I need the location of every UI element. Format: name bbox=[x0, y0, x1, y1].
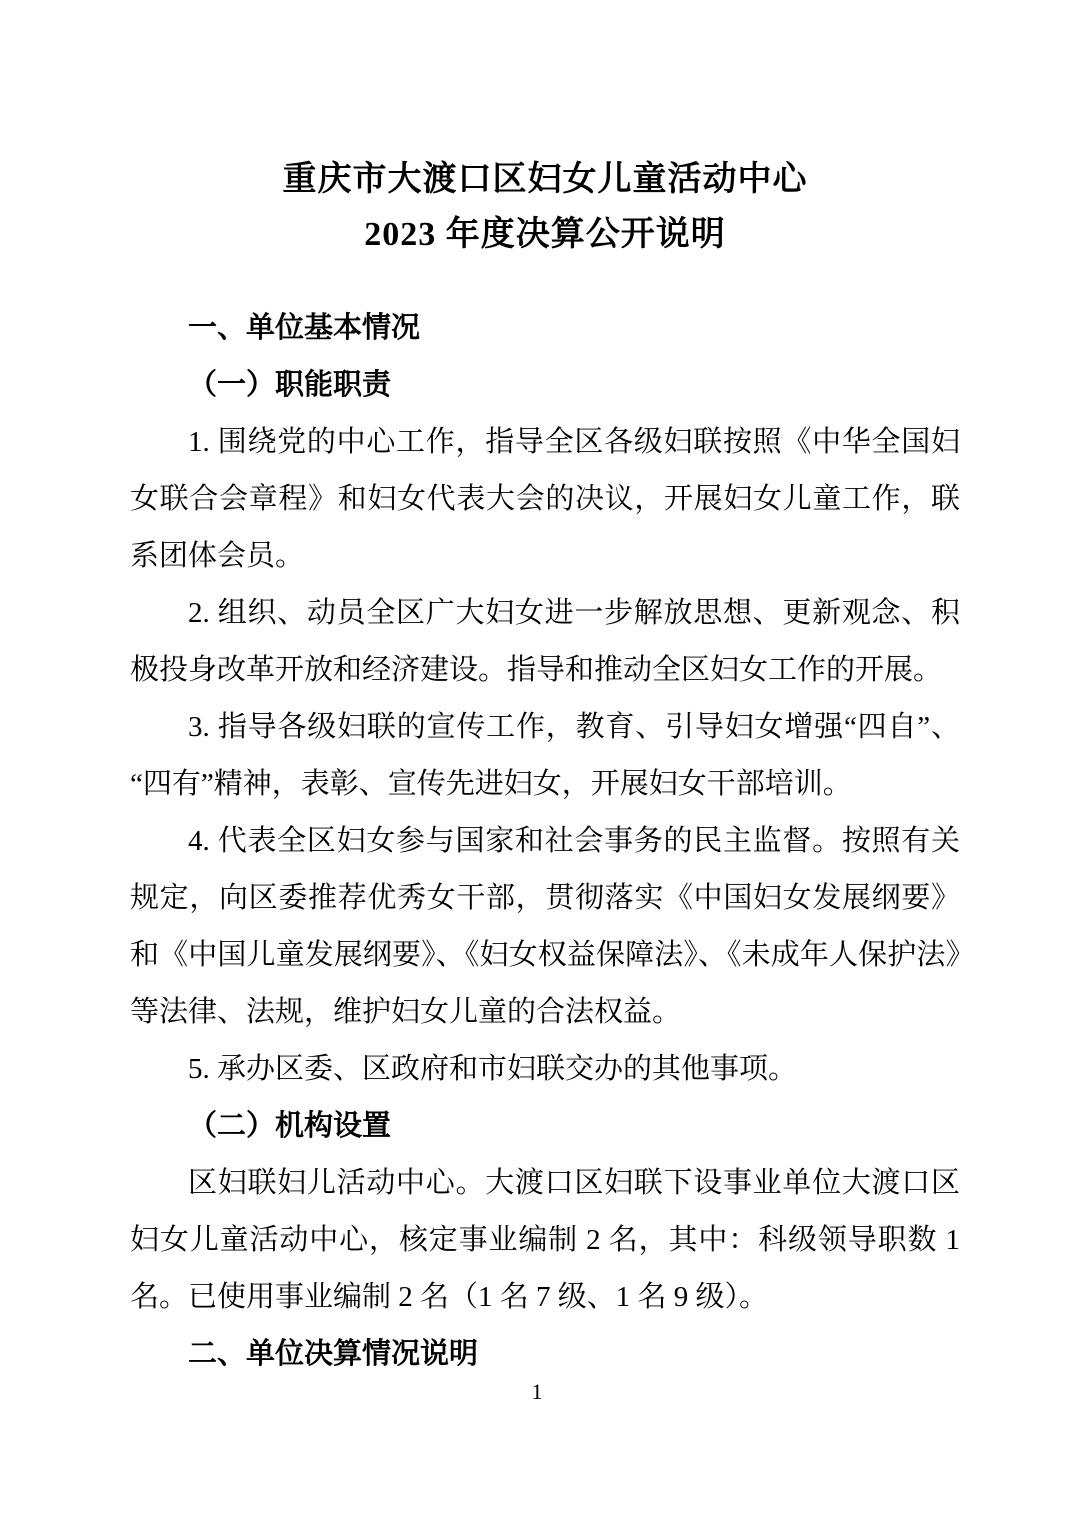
document-title bbox=[130, 152, 960, 262]
paragraph-duty-2: 2. 组织、动员全区广大妇女进一步解放思想、更新观念、积极投身改革开放和经济建设。指导和推动全区妇女工作的开展。 bbox=[130, 597, 960, 686]
subsection-heading-1-1: （一）职能职责 bbox=[188, 369, 392, 401]
paragraph-duty-1: 1. 围绕党的中心工作，指导全区各级妇联按照《中华全国妇女联合会章程》和妇女代表大会的决议，开展妇女儿童工作，联系团体会员。 bbox=[130, 426, 960, 572]
paragraph-duty-3: 3. 指导各级妇联的宣传工作，教育、引导妇女增强“四自”、“四有”精神，表彰、宣传先进妇女，开展妇女干部培训。 bbox=[130, 711, 960, 800]
paragraph-org-setup: 区妇联妇儿活动中心。大渡口区妇联下设事业单位大渡口区妇女儿童活动中心，核定事业编制 2 名，其中：科级领导职数 1 名。已使用事业编制 2 名（1 名 7 级、1 名 9 级）。 bbox=[130, 1167, 960, 1313]
section-heading-2: 二、单位决算情况说明 bbox=[188, 1338, 479, 1370]
document-title-line-2: 2023 年度决算公开说明 bbox=[364, 216, 726, 253]
paragraph-duty-4: 4. 代表全区妇女参与国家和社会事务的民主监督。按照有关规定，向区委推荐优秀女干部，贯彻落实《中国妇女发展纲要》和《中国儿童发展纲要》、《妇女权益保障法》、《未成年人保护法》等法律、法规，维护妇女儿童的合法权益。 bbox=[130, 825, 960, 1028]
paragraph-duty-5: 5. 承办区委、区政府和市妇联交办的其他事项。 bbox=[188, 1053, 798, 1085]
document-body bbox=[130, 300, 960, 1383]
document-title-line-1: 重庆市大渡口区妇女儿童活动中心 bbox=[282, 161, 808, 198]
page-number: 1 bbox=[531, 1379, 543, 1404]
section-heading-1: 一、单位基本情况 bbox=[188, 312, 421, 344]
subsection-heading-1-2: （二）机构设置 bbox=[188, 1110, 392, 1142]
